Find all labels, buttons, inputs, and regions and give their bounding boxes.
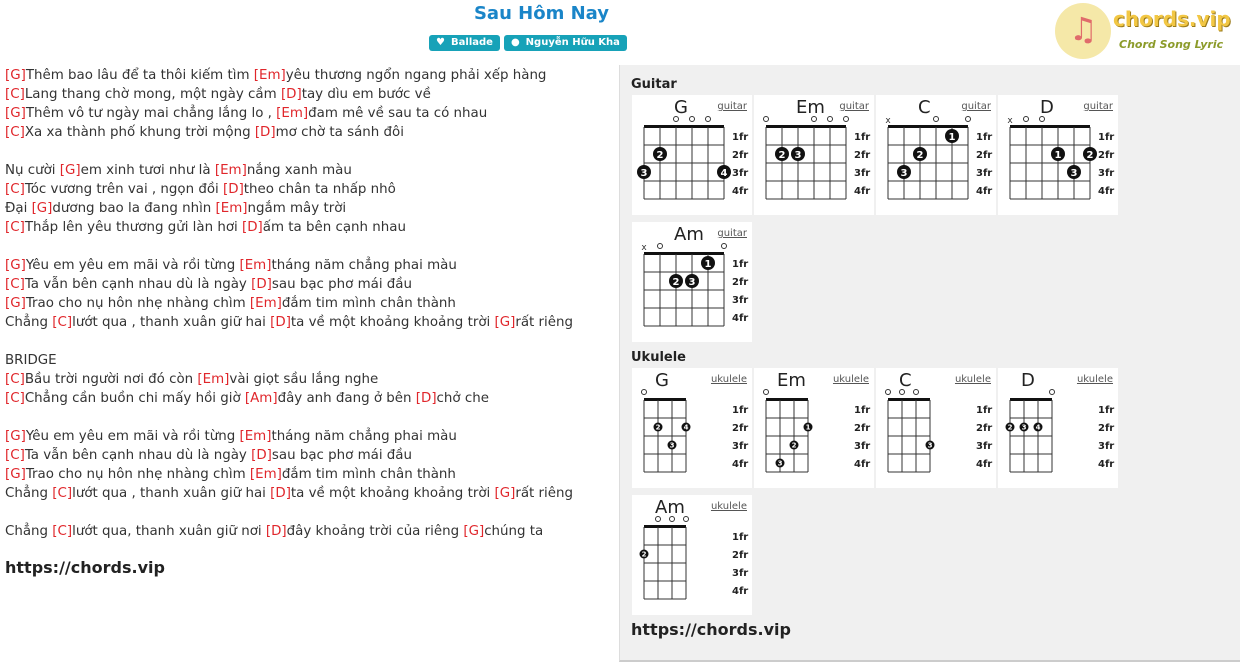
chord-grid (876, 95, 996, 215)
chord-name: C (899, 370, 912, 391)
fret-label: 4fr (732, 586, 749, 597)
chord-marker[interactable]: [D] (242, 220, 263, 235)
chord-marker[interactable]: [D] (251, 448, 272, 463)
chord-marker[interactable]: [C] (52, 524, 73, 539)
chord-marker[interactable]: [D] (415, 391, 437, 406)
chord-nut (766, 398, 808, 401)
lyric-line (5, 465, 605, 484)
lyric-text: lướt qua, thanh xuân giữ nơi (72, 524, 266, 539)
chord-name: Am (655, 497, 685, 518)
finger-number: 3 (777, 459, 783, 468)
finger-number: 3 (640, 168, 648, 179)
lyric-text: đây anh đang ở bên (277, 391, 416, 406)
lyric-text: Bầu trời người nơi đó còn (24, 372, 198, 387)
lyric-text: rất riêng (515, 486, 573, 501)
finger-number: 3 (927, 441, 933, 450)
chord-marker[interactable]: [G] (5, 296, 26, 311)
finger-number: 4 (683, 423, 689, 432)
lyric-text: tháng năm chẳng phai màu (271, 258, 457, 273)
lyric-line (5, 180, 605, 199)
site-logo[interactable] (1055, 3, 1235, 61)
lyric-text: yêu thương ngổn ngang phải xếp hàng (285, 68, 547, 83)
fret-label: 3fr (732, 295, 749, 306)
guitar-chord-c[interactable] (876, 95, 996, 215)
open-string-marker (886, 390, 891, 395)
chord-panel (619, 65, 1240, 662)
chord-name: C (918, 97, 931, 118)
chord-marker[interactable]: [D] (254, 125, 276, 140)
song-title: Sau Hôm Nay (473, 3, 610, 24)
ukulele-chord-em[interactable] (754, 368, 874, 488)
open-string-marker (966, 117, 971, 122)
fret-label: 3fr (732, 168, 749, 179)
chord-name: G (674, 97, 688, 118)
chord-marker[interactable]: [G] (5, 258, 26, 273)
lyric-line (5, 256, 605, 275)
chord-nut (1010, 398, 1052, 401)
ukulele-chord-c[interactable] (876, 368, 996, 488)
chord-marker[interactable]: [D] (251, 277, 272, 292)
chord-marker[interactable]: [C] (5, 391, 25, 406)
muted-string-marker: x (1007, 116, 1013, 126)
lyric-text: Yêu em yêu em mãi và rồi từng (25, 258, 240, 273)
guitar-logo-icon: ♫ (1069, 10, 1098, 48)
chord-marker[interactable]: [Em] (197, 372, 230, 387)
lyric-text: sau bạc phơ mái đầu (271, 448, 412, 463)
heart-icon: ♥ (436, 37, 446, 48)
chord-marker[interactable]: [Em] (253, 68, 286, 83)
fret-label: 4fr (732, 186, 749, 197)
chord-name: Em (777, 370, 806, 391)
chord-marker[interactable]: [D] (223, 182, 244, 197)
fret-label: 4fr (854, 459, 871, 470)
open-string-marker (658, 244, 663, 249)
chord-marker[interactable]: [C] (5, 125, 25, 140)
finger-number: 2 (1007, 423, 1013, 432)
fret-label: 3fr (1098, 441, 1115, 452)
panel-site-url: https://chords.vip (631, 620, 791, 639)
lyric-text: Xa xa thành phố khung trời mộng (24, 125, 255, 140)
genre-label: Ballade (451, 37, 493, 48)
lyric-line (5, 142, 605, 161)
fret-label: 1fr (732, 405, 749, 416)
chord-marker[interactable]: [G] (31, 201, 53, 216)
chord-marker[interactable]: [D] (280, 87, 302, 102)
chord-grid (998, 368, 1118, 488)
chord-nut (644, 398, 686, 401)
guitar-link[interactable]: guitar (839, 101, 869, 112)
finger-number: 2 (791, 441, 797, 450)
lyric-line (5, 294, 605, 313)
ukulele-link[interactable]: ukulele (710, 374, 747, 385)
guitar-chord-em[interactable] (754, 95, 874, 215)
ukulele-chord-am[interactable] (632, 495, 752, 615)
lyric-line (5, 389, 605, 408)
lyric-text: nắng xanh màu (246, 163, 352, 178)
finger-number: 3 (900, 168, 908, 179)
lyric-text: Chẳng cần buồn chi mấy hồi giờ (24, 391, 245, 406)
finger-number: 4 (1035, 423, 1041, 432)
lyric-text: ta về một khoảng khoảng trời (290, 486, 495, 501)
lyric-text: mơ chờ ta sánh đôi (275, 125, 404, 140)
finger-number: 2 (916, 150, 924, 161)
lyric-text: Chẳng (5, 524, 53, 539)
open-string-marker (764, 117, 769, 122)
chord-marker[interactable]: [C] (5, 448, 25, 463)
fret-label: 3fr (1098, 168, 1115, 179)
lyric-line (5, 123, 605, 142)
lyric-line (5, 85, 605, 104)
lyric-line (5, 199, 605, 218)
chord-marker[interactable]: [G] (463, 524, 485, 539)
user-icon: ● (510, 37, 520, 48)
fret-label: 3fr (854, 168, 871, 179)
open-string-marker (690, 117, 695, 122)
chord-name: D (1021, 370, 1035, 391)
finger-number: 2 (1086, 150, 1094, 161)
lyric-line (5, 332, 605, 351)
chord-marker[interactable]: [Em] (239, 429, 272, 444)
lyrics-block (5, 66, 605, 541)
fret-label: 3fr (732, 441, 749, 452)
chord-marker[interactable]: [G] (5, 68, 26, 83)
lyric-text: đây khoảng trời của riêng (286, 524, 464, 539)
chord-marker[interactable]: [G] (59, 163, 81, 178)
open-string-marker (934, 117, 939, 122)
open-string-marker (722, 244, 727, 249)
chord-marker[interactable]: [C] (5, 277, 25, 292)
fret-label: 2fr (976, 150, 993, 161)
fret-label: 3fr (854, 441, 871, 452)
lyric-text: lướt qua , thanh xuân giữ hai (72, 315, 271, 330)
fret-label: 1fr (732, 132, 749, 143)
lyric-text: ấm ta bên cạnh nhau (262, 220, 406, 235)
finger-number: 1 (948, 132, 956, 143)
fret-label: 3fr (732, 568, 749, 579)
lyric-text: chúng ta (484, 524, 544, 539)
lyric-text: Trao cho nụ hôn nhẹ nhàng chìm (25, 467, 250, 482)
chord-marker[interactable]: [C] (5, 87, 25, 102)
chord-grid (632, 368, 752, 488)
chord-grid (998, 95, 1118, 215)
lyric-text: Chẳng (5, 315, 53, 330)
fret-label: 4fr (1098, 459, 1115, 470)
lyric-line (5, 522, 605, 541)
lyric-line (5, 237, 605, 256)
open-string-marker (914, 390, 919, 395)
lyric-text: Yêu em yêu em mãi và rồi từng (25, 429, 240, 444)
lyric-line (5, 484, 605, 503)
fret-label: 4fr (976, 459, 993, 470)
finger-number: 4 (720, 168, 728, 179)
open-string-marker (642, 390, 647, 395)
chord-marker[interactable]: [C] (52, 486, 73, 501)
fret-label: 1fr (1098, 132, 1115, 143)
chord-marker[interactable]: [G] (494, 486, 516, 501)
chord-grid (632, 95, 752, 215)
lyric-text: tay dìu em bước về (301, 87, 431, 102)
muted-string-marker: x (885, 116, 891, 126)
lyric-text: đắm tim mình chân thành (281, 296, 456, 311)
lyric-text: em xinh tươi như là (80, 163, 215, 178)
lyric-line (5, 370, 605, 389)
lyric-text: Trao cho nụ hôn nhẹ nhàng chìm (25, 296, 250, 311)
lyric-text: sau bạc phơ mái đầu (271, 277, 412, 292)
fret-label: 4fr (976, 186, 993, 197)
chord-marker[interactable]: [Em] (215, 201, 248, 216)
guitar-link[interactable]: guitar (1083, 101, 1113, 112)
fret-label: 4fr (1098, 186, 1115, 197)
lyric-line (5, 446, 605, 465)
lyric-text: Đại (5, 201, 32, 216)
logo-tagline: Chord Song Lyric (1119, 38, 1224, 51)
lyric-text: Thêm bao lâu để ta thôi kiếm tìm (25, 68, 254, 83)
chord-marker[interactable]: [Em] (249, 296, 282, 311)
fret-label: 1fr (854, 405, 871, 416)
fret-label: 3fr (976, 441, 993, 452)
chord-marker[interactable]: [G] (5, 106, 26, 121)
chord-nut (888, 125, 968, 128)
open-string-marker (1024, 117, 1029, 122)
chord-grid (754, 368, 874, 488)
fret-label: 2fr (732, 277, 749, 288)
chord-marker[interactable]: [Em] (214, 163, 247, 178)
song-tags (0, 35, 1056, 51)
fret-label: 4fr (732, 459, 749, 470)
finger-number: 1 (1054, 150, 1062, 161)
chord-nut (1010, 125, 1090, 128)
chord-name: G (655, 370, 669, 391)
ukulele-link[interactable]: ukulele (1076, 374, 1113, 385)
lyric-line (5, 427, 605, 446)
chord-nut (644, 125, 724, 128)
lyric-line (5, 503, 605, 522)
finger-number: 1 (805, 423, 811, 432)
fret-label: 4fr (732, 313, 749, 324)
ukulele-link[interactable]: ukulele (832, 374, 869, 385)
chord-nut (888, 398, 930, 401)
lyric-text: Nụ cười (5, 163, 60, 178)
fret-label: 2fr (976, 423, 993, 434)
chord-marker[interactable]: [C] (52, 315, 73, 330)
lyric-line (5, 351, 605, 370)
open-string-marker (844, 117, 849, 122)
guitar-link[interactable]: guitar (717, 101, 747, 112)
lyric-line (5, 408, 605, 427)
guitar-chord-g[interactable] (632, 95, 752, 215)
chord-marker[interactable]: [G] (5, 467, 26, 482)
lyric-text: Ta vẫn bên cạnh nhau dù là ngày (24, 448, 252, 463)
finger-number: 1 (704, 259, 712, 270)
fret-label: 1fr (976, 405, 993, 416)
fret-label: 3fr (976, 168, 993, 179)
open-string-marker (828, 117, 833, 122)
fret-label: 1fr (732, 532, 749, 543)
chord-marker[interactable]: [G] (5, 429, 26, 444)
chord-name: Am (674, 224, 704, 245)
muted-string-marker: x (641, 243, 647, 253)
finger-number: 2 (655, 423, 661, 432)
artist-label: Nguyễn Hữu Kha (525, 37, 620, 48)
lyric-text: Ta vẫn bên cạnh nhau dù là ngày (24, 277, 252, 292)
lyric-text: rất riêng (515, 315, 573, 330)
chord-marker[interactable]: [Em] (249, 467, 282, 482)
lyric-text: đam mê về sau ta có nhau (308, 106, 488, 121)
ukulele-chord-g[interactable] (632, 368, 752, 488)
lyric-line (5, 218, 605, 237)
guitar-chord-d[interactable] (998, 95, 1118, 215)
chord-marker[interactable]: [Am] (244, 391, 278, 406)
finger-number: 3 (669, 441, 675, 450)
guitar-link[interactable]: guitar (717, 228, 747, 239)
fret-label: 1fr (854, 132, 871, 143)
logo-name: chords.vip (1113, 7, 1231, 31)
finger-number: 3 (794, 150, 802, 161)
lyric-text: Tóc vương trên vai , ngọn đồi (24, 182, 224, 197)
lyric-line (5, 66, 605, 85)
lyric-text: Chẳng (5, 486, 53, 501)
chord-grid (632, 495, 752, 615)
chord-marker[interactable]: [C] (5, 372, 25, 387)
chord-name: D (1040, 97, 1054, 118)
lyric-text: vài giọt sầu lắng nghe (229, 372, 379, 387)
chord-marker[interactable]: [D] (270, 486, 291, 501)
lyric-text: BRIDGE (5, 353, 57, 368)
fret-label: 1fr (732, 259, 749, 270)
fret-label: 2fr (732, 150, 749, 161)
finger-number: 3 (688, 277, 696, 288)
fret-label: 4fr (854, 186, 871, 197)
lyric-text: ta về một khoảng khoảng trời (290, 315, 495, 330)
lyric-text: dương bao la đang nhìn (52, 201, 216, 216)
chord-marker[interactable]: [Em] (239, 258, 272, 273)
finger-number: 2 (641, 550, 647, 559)
chord-name: Em (796, 97, 825, 118)
fret-label: 2fr (1098, 423, 1115, 434)
guitar-section-title: Guitar (631, 77, 677, 92)
chord-nut (644, 525, 686, 528)
fret-label: 1fr (1098, 405, 1115, 416)
lyric-text: Thêm vô tư ngày mai chẳng lắng lo , (25, 106, 277, 121)
lyric-line (5, 104, 605, 123)
lyric-line (5, 161, 605, 180)
lyric-line (5, 313, 605, 332)
chord-marker[interactable]: [C] (5, 220, 25, 235)
guitar-link[interactable]: guitar (961, 101, 991, 112)
fret-label: 2fr (732, 423, 749, 434)
chord-grid (876, 368, 996, 488)
lyric-text: tháng năm chẳng phai màu (271, 429, 457, 444)
chord-marker[interactable]: [C] (5, 182, 25, 197)
site-url: https://chords.vip (5, 558, 165, 577)
lyric-line (5, 275, 605, 294)
fret-label: 1fr (976, 132, 993, 143)
finger-number: 2 (672, 277, 680, 288)
lyric-text: ngắm mây trời (247, 201, 347, 216)
fret-label: 2fr (1098, 150, 1115, 161)
lyric-text: theo chân ta nhấp nhô (243, 182, 396, 197)
open-string-marker (764, 390, 769, 395)
lyric-text: Lang thang chờ mong, một ngày cầm (24, 87, 281, 102)
lyric-text: chở che (436, 391, 489, 406)
lyric-text: Thắp lên yêu thương gửi làn hơi (24, 220, 242, 235)
finger-number: 3 (1021, 423, 1027, 432)
fret-label: 2fr (854, 423, 871, 434)
ukulele-section-title: Ukulele (631, 350, 687, 365)
chord-nut (644, 252, 724, 255)
finger-number: 3 (1070, 168, 1078, 179)
chord-nut (766, 125, 846, 128)
fret-label: 2fr (732, 550, 749, 561)
finger-number: 2 (778, 150, 786, 161)
open-string-marker (1050, 390, 1055, 395)
finger-number: 2 (656, 150, 664, 161)
guitar-chord-am[interactable] (632, 222, 752, 342)
lyric-text: lướt qua , thanh xuân giữ hai (72, 486, 271, 501)
ukulele-chord-d[interactable] (998, 368, 1118, 488)
chord-marker[interactable]: [G] (494, 315, 516, 330)
lyric-text: đắm tim mình chân thành (281, 467, 456, 482)
fret-label: 2fr (854, 150, 871, 161)
artist-badge[interactable] (504, 35, 627, 51)
chord-marker[interactable]: [Em] (276, 106, 309, 121)
open-string-marker (706, 117, 711, 122)
genre-badge[interactable] (429, 35, 500, 51)
chord-marker[interactable]: [D] (265, 524, 287, 539)
ukulele-link[interactable]: ukulele (710, 501, 747, 512)
ukulele-link[interactable]: ukulele (954, 374, 991, 385)
chord-marker[interactable]: [D] (270, 315, 291, 330)
